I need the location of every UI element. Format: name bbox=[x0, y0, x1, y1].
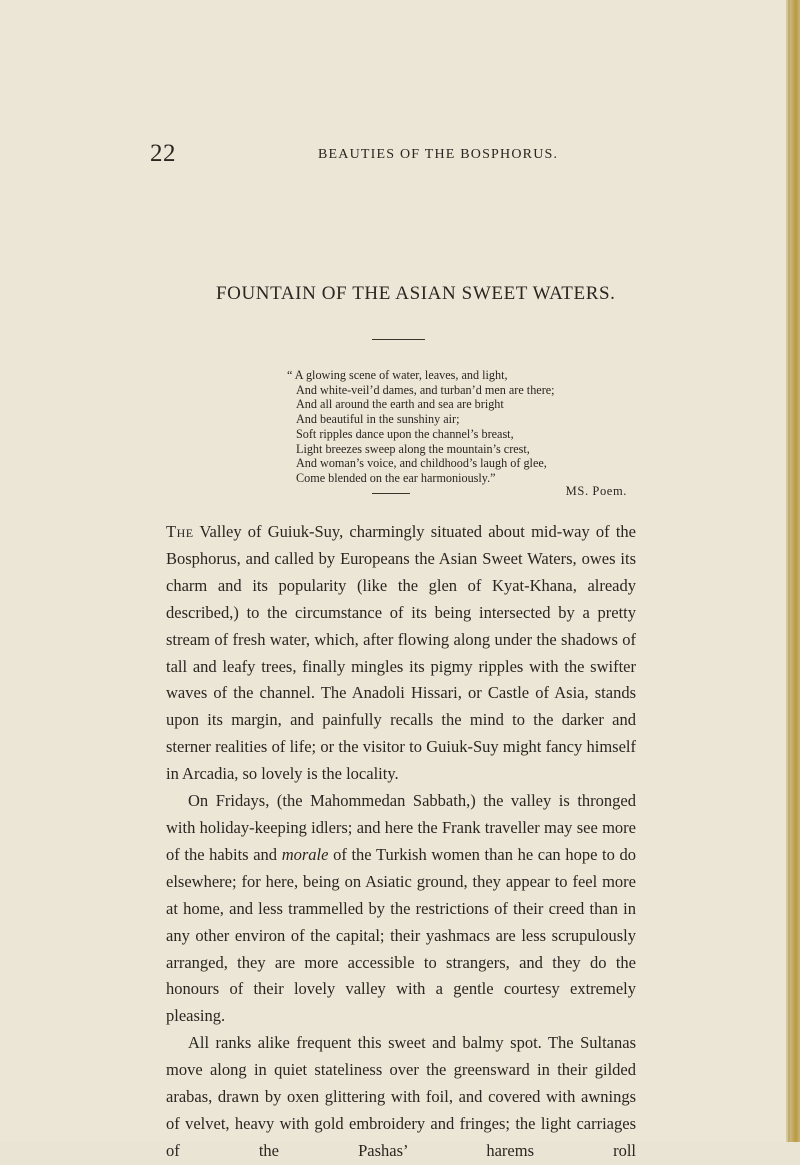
paragraph-2-text-b: of the Turkish women than he can hope to do elsewhere; for here, being on Asiatic ground, they appear to feel more at home, and less trammelled by the restrictions of their creed than in any other environ of the capital; their yashmacs are less scrupulously arranged, they are more accessible to strangers, and they do the honours of their lovely valley with a gentle courtesy extremely pleasing. bbox=[166, 844, 637, 1026]
paragraph-2-italic: morale bbox=[281, 844, 329, 864]
chapter-title: FOUNTAIN OF THE ASIAN SWEET WATERS. bbox=[216, 283, 616, 304]
poem-line: Soft ripples dance upon the channel’s breast, bbox=[296, 426, 514, 441]
paragraph-2 bbox=[166, 788, 636, 1030]
poem-line: And all around the earth and sea are bright bbox=[296, 397, 504, 412]
epigraph-poem bbox=[287, 368, 627, 498]
poem-line: Come blended on the ear harmoniously.” bbox=[296, 470, 496, 485]
top-divider bbox=[372, 339, 425, 340]
paragraph-1-first-word: The bbox=[166, 522, 194, 541]
poem-line: “ A glowing scene of water, leaves, and light, bbox=[287, 368, 508, 382]
poem-line: Light breezes sweep along the mountain’s crest, bbox=[296, 441, 530, 456]
page-number: 22 bbox=[150, 140, 176, 167]
poem-attribution: MS. Poem. bbox=[565, 483, 627, 498]
body-text bbox=[166, 519, 636, 1165]
paragraph-1-text: Valley of Guiuk-Suy, charmingly situated about mid-way of the Bosphorus, and called by Europeans the Asian Sweet Waters, owes its charm and its popularity (like the glen of Kyat-Khana, already described,) to the circumstance of its being intersected by a pretty stream of fresh water, which, after flowing along under the shadows of tall and leafy trees, finally mingles its pigmy ripples with the swifter waves of the channel. The Anadoli Hissari, or Castle of Asia, stands upon its margin, and painfully recalls the mind to the darker and sterner realities of life; or the visitor to Guiuk-Suy might fancy himself in Arcadia, so lovely is the locality. bbox=[166, 522, 636, 784]
paragraph-3: All ranks alike frequent this sweet and balmy spot. The Sultanas move along in quiet stateliness over the greensward in their gilded arabas, drawn by oxen glittering with foil, and covered with awnings of velvet, heavy with gold embroidery and fringes; the light carriages of the Pashas’ harems roll bbox=[166, 1033, 636, 1160]
paragraph-1 bbox=[166, 519, 636, 788]
poem-line: And beautiful in the sunshiny air; bbox=[296, 412, 460, 427]
paragraph-2-text-a: On Fridays, (the Mahommedan Sabbath,) the valley is thronged with holiday-keeping idlers; and here the Frank traveller may see more of the habits and bbox=[166, 791, 636, 864]
bottom-divider bbox=[372, 493, 410, 494]
poem-line: And woman’s voice, and childhood’s laugh of glee, bbox=[296, 456, 547, 471]
running-head: BEAUTIES OF THE BOSPHORUS. bbox=[318, 147, 559, 162]
page-edge bbox=[786, 0, 800, 1142]
poem-line: And white-veil’d dames, and turban’d men are there; bbox=[296, 382, 555, 397]
